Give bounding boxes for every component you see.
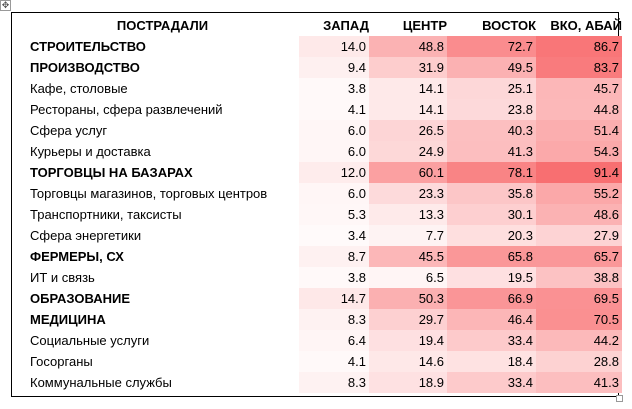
- value-cell: 41.3: [536, 372, 622, 393]
- value-cell: 28.8: [536, 351, 622, 372]
- value-cell: 6.4: [299, 330, 369, 351]
- table-row: [26, 57, 622, 78]
- value-cell: 48.6: [536, 204, 622, 225]
- value-cell: 55.2: [536, 183, 622, 204]
- table-row: [26, 99, 622, 120]
- row-label: Коммунальные службы: [30, 375, 172, 390]
- row-label: Рестораны, сфера развлечений: [30, 102, 223, 117]
- value-cell: 38.8: [536, 267, 622, 288]
- table-row: [26, 246, 622, 267]
- table-row: [26, 351, 622, 372]
- value-cell: 24.9: [369, 141, 447, 162]
- value-cell: 19.5: [447, 267, 536, 288]
- value-cell: 14.0: [299, 36, 369, 57]
- row-label: СТРОИТЕЛЬСТВО: [30, 39, 146, 54]
- row-label: Социальные услуги: [30, 333, 150, 348]
- row-label: ОБРАЗОВАНИЕ: [30, 291, 130, 306]
- value-cell: 8.3: [299, 309, 369, 330]
- value-cell: 25.1: [447, 78, 536, 99]
- table-row: [26, 288, 622, 309]
- value-cell: 12.0: [299, 162, 369, 183]
- value-cell: 3.4: [299, 225, 369, 246]
- value-cell: 6.0: [299, 183, 369, 204]
- row-label: Кафе, столовые: [30, 81, 128, 96]
- value-cell: 6.0: [299, 120, 369, 141]
- row-label: Сфера энергетики: [30, 228, 142, 243]
- table-row: [26, 78, 622, 99]
- value-cell: 48.8: [369, 36, 447, 57]
- value-cell: 69.5: [536, 288, 622, 309]
- move-arrows-icon[interactable]: ✥: [1, 0, 10, 10]
- row-label: Госорганы: [30, 354, 93, 369]
- value-cell: 3.8: [299, 267, 369, 288]
- table-header-row: [26, 15, 622, 36]
- value-cell: 60.1: [369, 162, 447, 183]
- table-row: [26, 204, 622, 225]
- table-row: [26, 120, 622, 141]
- value-cell: 9.4: [299, 57, 369, 78]
- header-affected: ПОСТРАДАЛИ: [116, 18, 209, 33]
- value-cell: 33.4: [447, 330, 536, 351]
- row-label: Торговцы магазинов, торговых центров: [30, 186, 268, 201]
- row-label: Сфера услуг: [30, 123, 108, 138]
- header-west: ЗАПАД: [323, 18, 369, 33]
- value-cell: 35.8: [447, 183, 536, 204]
- value-cell: 14.1: [369, 78, 447, 99]
- value-cell: 4.1: [299, 99, 369, 120]
- resize-handle-icon[interactable]: [616, 395, 623, 402]
- value-cell: 54.3: [536, 141, 622, 162]
- value-cell: 91.4: [536, 162, 622, 183]
- value-cell: 40.3: [447, 120, 536, 141]
- value-cell: 83.7: [536, 57, 622, 78]
- row-label: ПРОИЗВОДСТВО: [30, 60, 140, 75]
- value-cell: 70.5: [536, 309, 622, 330]
- value-cell: 4.1: [299, 351, 369, 372]
- table-row: [26, 225, 622, 246]
- value-cell: 19.4: [369, 330, 447, 351]
- value-cell: 44.8: [536, 99, 622, 120]
- value-cell: 13.3: [369, 204, 447, 225]
- value-cell: 3.8: [299, 78, 369, 99]
- value-cell: 14.6: [369, 351, 447, 372]
- row-label: Транспортники, таксисты: [30, 207, 182, 222]
- value-cell: 46.4: [447, 309, 536, 330]
- value-cell: 44.2: [536, 330, 622, 351]
- value-cell: 49.5: [447, 57, 536, 78]
- value-cell: 78.1: [447, 162, 536, 183]
- value-cell: 50.3: [369, 288, 447, 309]
- table-row: [26, 162, 622, 183]
- value-cell: 7.7: [369, 225, 447, 246]
- value-cell: 33.4: [447, 372, 536, 393]
- value-cell: 20.3: [447, 225, 536, 246]
- value-cell: 72.7: [447, 36, 536, 57]
- value-cell: 66.9: [447, 288, 536, 309]
- value-cell: 14.1: [369, 99, 447, 120]
- value-cell: 51.4: [536, 120, 622, 141]
- value-cell: 26.5: [369, 120, 447, 141]
- table-row: [26, 309, 622, 330]
- value-cell: 27.9: [536, 225, 622, 246]
- data-table: [26, 15, 622, 393]
- row-label: Курьеры и доставка: [30, 144, 151, 159]
- header-east: ВОСТОК: [482, 18, 536, 33]
- value-cell: 8.7: [299, 246, 369, 267]
- value-cell: 30.1: [447, 204, 536, 225]
- row-label: ФЕРМЕРЫ, СХ: [30, 249, 124, 264]
- value-cell: 65.7: [536, 246, 622, 267]
- row-label: ТОРГОВЦЫ НА БАЗАРАХ: [30, 165, 193, 180]
- value-cell: 86.7: [536, 36, 622, 57]
- table-row: [26, 267, 622, 288]
- value-cell: 45.5: [369, 246, 447, 267]
- value-cell: 18.4: [447, 351, 536, 372]
- value-cell: 29.7: [369, 309, 447, 330]
- table-row: [26, 372, 622, 393]
- value-cell: 8.3: [299, 372, 369, 393]
- value-cell: 14.7: [299, 288, 369, 309]
- value-cell: 65.8: [447, 246, 536, 267]
- table-row: [26, 141, 622, 162]
- value-cell: 18.9: [369, 372, 447, 393]
- header-center: ЦЕНТР: [402, 18, 447, 33]
- value-cell: 23.8: [447, 99, 536, 120]
- value-cell: 23.3: [369, 183, 447, 204]
- value-cell: 41.3: [447, 141, 536, 162]
- header-vko-abai: ВКО, АБАЙ: [550, 18, 622, 33]
- row-label: ИТ и связь: [30, 270, 95, 285]
- table-row: [26, 330, 622, 351]
- table-row: [26, 183, 622, 204]
- value-cell: 45.7: [536, 78, 622, 99]
- value-cell: 6.5: [369, 267, 447, 288]
- value-cell: 6.0: [299, 141, 369, 162]
- value-cell: 5.3: [299, 204, 369, 225]
- row-label: МЕДИЦИНА: [30, 312, 106, 327]
- value-cell: 31.9: [369, 57, 447, 78]
- table-row: [26, 36, 622, 57]
